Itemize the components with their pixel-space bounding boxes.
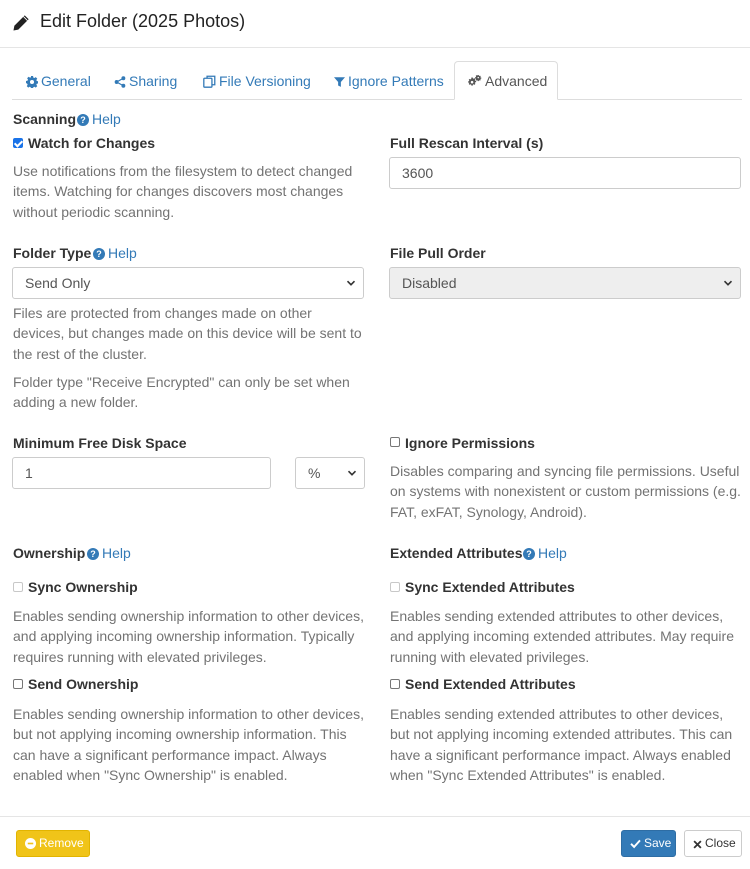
tab-advanced-label: Advanced [485, 73, 548, 89]
pencil-icon [12, 14, 30, 32]
watch-changes-checkbox[interactable] [13, 138, 23, 148]
sync-xattrs-label: Sync Extended Attributes [405, 579, 575, 595]
cogs-icon [467, 75, 482, 88]
tab-general[interactable] [26, 61, 91, 100]
min-disk-space-label: Minimum Free Disk Space [13, 435, 187, 451]
tab-bar [0, 61, 750, 100]
send-xattrs-description: Enables sending extended attributes to other devices, but not applying incoming extended attributes. This can have a significant performance impact. Always enabled when "Sync Extended Attributes" is enabled. [390, 706, 733, 783]
copy-icon [203, 75, 216, 88]
save-button-label: Save [644, 836, 672, 850]
share-icon [114, 76, 126, 88]
extended-attributes-help-text: Help [538, 545, 567, 561]
tab-file-versioning[interactable] [203, 61, 311, 100]
filter-icon [334, 76, 345, 88]
tab-sharing-label: Sharing [129, 73, 178, 89]
sync-ownership-label: Sync Ownership [28, 579, 138, 595]
scanning-label: Scanning [13, 111, 77, 127]
file-pull-order-label: File Pull Order [390, 245, 486, 261]
question-circle-icon [523, 548, 535, 560]
min-disk-unit-value: % [308, 465, 321, 481]
min-disk-unit-select[interactable] [295, 457, 365, 489]
ownership-help-text: Help [102, 545, 131, 561]
file-pull-order-select [389, 267, 741, 299]
minus-circle-icon [25, 838, 36, 849]
folder-type-help-text: Help [108, 245, 137, 261]
svg-text:?: ? [526, 549, 532, 560]
send-xattrs-checkbox[interactable] [390, 679, 400, 689]
chevron-down-icon [346, 278, 356, 288]
gear-icon [26, 76, 38, 88]
folder-type-encrypted-note: Folder type "Receive Encrypted" can only be set when adding a new folder. [13, 374, 350, 411]
question-circle-icon [87, 548, 99, 560]
full-rescan-label: Full Rescan Interval (s) [390, 135, 544, 151]
svg-text:?: ? [80, 115, 86, 126]
tab-ignore-patterns[interactable] [334, 61, 444, 100]
folder-type-select[interactable] [12, 267, 364, 299]
scanning-help-link[interactable] [77, 111, 121, 127]
ownership-label: Ownership [13, 545, 86, 561]
check-icon [630, 838, 641, 849]
folder-type-description: Files are protected from changes made on other devices, but changes made on this device will be sent to the rest of the cluster. [13, 305, 362, 362]
extended-attributes-label: Extended Attributes [390, 545, 523, 561]
question-circle-icon [77, 114, 89, 126]
tab-general-label: General [41, 73, 91, 89]
watch-changes-description: Use notifications from the filesystem to detect changed items. Watching for changes discovers most changes without periodic scanning. [13, 163, 353, 220]
svg-text:?: ? [96, 249, 102, 260]
scanning-help-text: Help [92, 111, 121, 127]
close-icon [693, 840, 702, 849]
close-button-label: Close [705, 836, 736, 850]
tab-file-versioning-label: File Versioning [219, 73, 311, 89]
extended-attributes-help-link[interactable] [523, 545, 567, 561]
dialog-header [0, 0, 750, 48]
folder-type-value: Send Only [25, 275, 91, 291]
ignore-permissions-label: Ignore Permissions [405, 435, 535, 451]
sync-ownership-description: Enables sending ownership information to other devices, and applying incoming ownership information. Typically requires running with elevated privileges. [13, 608, 364, 665]
sync-ownership-checkbox [13, 582, 23, 592]
full-rescan-input[interactable] [389, 157, 741, 189]
dialog-title: Edit Folder (2025 Photos) [40, 11, 246, 31]
ignore-permissions-checkbox[interactable] [390, 437, 400, 447]
watch-changes-label: Watch for Changes [28, 135, 156, 151]
ownership-help-link[interactable] [87, 545, 131, 561]
remove-button-label: Remove [39, 836, 84, 850]
file-pull-order-value: Disabled [402, 275, 457, 291]
chevron-down-icon [347, 468, 357, 478]
sync-xattrs-description: Enables sending extended attributes to other devices, and applying incoming extended attributes. May require running with elevated privileges. [390, 608, 734, 665]
chevron-down-icon [723, 278, 733, 288]
folder-type-label: Folder Type [13, 245, 92, 261]
question-circle-icon [93, 248, 105, 260]
tab-advanced[interactable] [454, 61, 558, 100]
send-ownership-description: Enables sending ownership information to other devices, but not applying incoming ownership information. This can have a significant performance impact. Always enabled when "Sync Ownership" is enabled. [13, 706, 364, 783]
sync-xattrs-checkbox [390, 582, 400, 592]
folder-type-help-link[interactable] [93, 245, 137, 261]
close-button[interactable] [684, 830, 742, 857]
send-ownership-checkbox[interactable] [13, 679, 23, 689]
send-ownership-label: Send Ownership [28, 676, 139, 692]
ignore-permissions-description: Disables comparing and syncing file permissions. Useful on systems with nonexistent or custom permissions (e.g. FAT, exFAT, Synology, Android). [390, 463, 741, 520]
tab-ignore-patterns-label: Ignore Patterns [348, 73, 444, 89]
dialog-footer [0, 816, 750, 869]
tab-sharing[interactable] [114, 61, 177, 100]
svg-text:?: ? [90, 549, 96, 560]
send-xattrs-label: Send Extended Attributes [405, 676, 576, 692]
min-disk-space-input[interactable] [12, 457, 271, 489]
save-button[interactable] [621, 830, 676, 857]
remove-button[interactable] [16, 830, 90, 857]
